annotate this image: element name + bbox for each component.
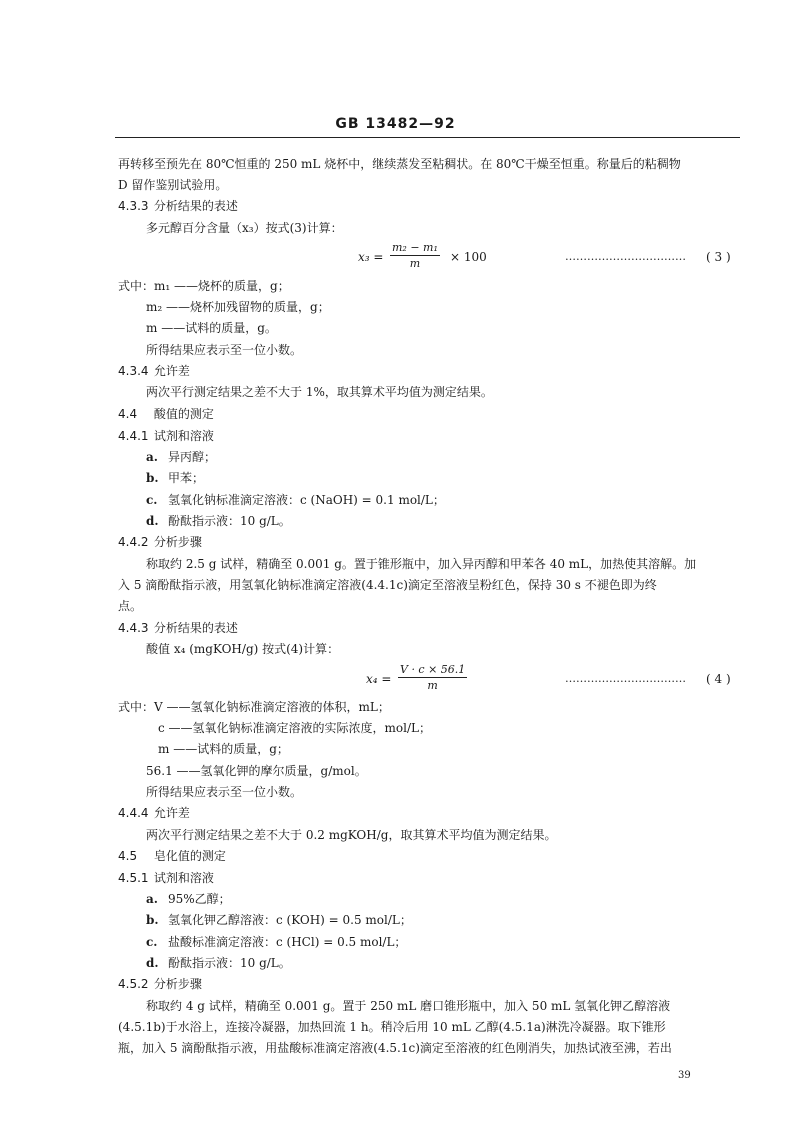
list-label: a.: [146, 892, 158, 906]
formula-intro: 酸值 x₄ (mgKOH/g) 按式(4)计算：: [146, 642, 340, 656]
section-number: 4.5: [118, 849, 138, 863]
section-heading-4-3-4: [118, 364, 190, 378]
where-line: [158, 742, 289, 756]
paragraph-line: 称取约 2.5 g 试样，精确至 0.001 g。置于锥形瓶中，加入异丙醇和甲苯各 40 mL，加热使其溶解。加: [146, 557, 697, 571]
list-text: 异丙醇；: [168, 450, 217, 464]
section-number: 4.4.3: [118, 621, 149, 635]
paragraph-line: (4.5.1b)于水浴上，连接冷凝器，加热回流 1 h。稍冷后用 10 mL 乙醇(4.5.1a)淋洗冷凝器。取下锥形: [118, 1020, 666, 1034]
list-text: 盐酸标准滴定溶液：c (HCl) = 0.5 mol/L；: [168, 935, 407, 949]
paragraph-line: 点。: [118, 599, 143, 613]
equation-4-denominator: m: [427, 679, 438, 692]
paragraph-line: 两次平行测定结果之差不大于 1%，取其算术平均值为测定结果。: [146, 385, 493, 399]
list-text: 氢氧化钾乙醇溶液：c (KOH) = 0.5 mol/L；: [168, 913, 412, 927]
list-text: 95%乙醇；: [168, 892, 231, 906]
list-item: [146, 935, 406, 949]
section-heading-4-5-2: [118, 977, 202, 991]
section-title: 试剂和溶液: [153, 429, 214, 443]
list-label: c.: [146, 935, 158, 949]
equation-3-numerator: m₂ − m₁: [392, 241, 438, 254]
list-text: 酚酞指示液：10 g/L。: [168, 514, 291, 528]
where-desc: 氢氧化钠标准滴定溶液的体积，mL；: [190, 700, 390, 714]
list-label: d.: [146, 514, 159, 528]
paragraph-line: D 留作鉴别试验用。: [118, 178, 228, 192]
section-number: 4.4: [118, 407, 138, 421]
list-label: a.: [146, 450, 158, 464]
result-note: 所得结果应表示至一位小数。: [146, 785, 303, 799]
equation-4-numerator: V · c × 56.1: [400, 663, 466, 676]
section-heading-4-5-1: [118, 871, 214, 885]
where-desc: 烧杯加残留物的质量，g；: [190, 300, 330, 314]
where-desc: 氢氧化钠标准滴定溶液的实际浓度，mol/L；: [192, 721, 432, 735]
list-item: [146, 493, 445, 507]
equation-4-number: ( 4 ): [706, 672, 731, 686]
where-line: [146, 764, 367, 778]
page-number: 39: [678, 1070, 691, 1081]
list-label: c.: [146, 493, 158, 507]
list-item: [146, 913, 412, 927]
section-number: 4.3.4: [118, 364, 149, 378]
section-heading-4-3-3: [118, 199, 238, 213]
equation-4-leader: ……………………………: [565, 672, 686, 685]
where-symbol: 式中：V ——: [118, 700, 191, 714]
section-title: 分析步骤: [153, 535, 202, 549]
equation-3-lhs: x₃ =: [358, 250, 384, 264]
paragraph-line: 入 5 滴酚酞指示液，用氢氧化钠标准滴定溶液(4.4.1c)滴定至溶液呈粉红色，保持 30 s 不褪色即为终: [118, 578, 657, 592]
equation-3-denominator: m: [409, 257, 421, 270]
list-text: 氢氧化钠标准滴定溶液：c (NaOH) = 0.1 mol/L；: [168, 493, 445, 507]
section-number: 4.5.1: [118, 871, 149, 885]
list-label: d.: [146, 956, 159, 970]
equation-4-fraction: [398, 663, 467, 692]
list-item: [146, 471, 204, 485]
section-heading-4-4-2: [118, 535, 202, 549]
equation-3-rhs: × 100: [450, 250, 487, 264]
where-symbol: 56.1 ——: [146, 764, 201, 778]
where-symbol: c ——: [158, 721, 193, 735]
result-note: 所得结果应表示至一位小数。: [146, 343, 303, 357]
section-number: 4.4.2: [118, 535, 149, 549]
list-label: b.: [146, 471, 159, 485]
list-text: 甲苯；: [168, 471, 205, 485]
where-line: [118, 279, 290, 293]
section-number: 4.4.4: [118, 806, 149, 820]
where-line: [158, 721, 431, 735]
where-desc: 试料的质量，g。: [185, 321, 277, 335]
section-title: 允许差: [153, 364, 190, 378]
section-heading-4-4-3: [118, 621, 238, 635]
section-heading-4-4-1: [118, 429, 214, 443]
list-item: [146, 450, 216, 464]
where-symbol: 式中：m₁ ——: [118, 279, 199, 293]
paragraph-line: 称取约 4 g 试样，精确至 0.001 g。置于 250 mL 磨口锥形瓶中，加入 50 mL 氢氧化钾乙醇溶液: [146, 999, 671, 1013]
equation-3-fraction: [390, 241, 440, 270]
section-number: 4.4.1: [118, 429, 149, 443]
section-title: 分析结果的表述: [153, 621, 238, 635]
list-item: [146, 514, 291, 528]
where-desc: 烧杯的质量，g；: [198, 279, 290, 293]
section-title: 分析结果的表述: [153, 199, 238, 213]
equation-4-lhs: x₄ =: [366, 672, 392, 686]
section-title: 允许差: [153, 806, 190, 820]
paragraph-line: 两次平行测定结果之差不大于 0.2 mgKOH/g，取其算术平均值为测定结果。: [146, 828, 557, 842]
paragraph-line: 再转移至预先在 80℃恒重的 250 mL 烧杯中，继续蒸发至粘稠状。在 80℃干燥至恒重。称量后的粘稠物: [118, 157, 681, 171]
document-header: GB 13482—92: [335, 116, 456, 132]
section-heading-4-5: [118, 849, 226, 863]
equation-3-number: ( 3 ): [706, 250, 731, 264]
where-line: [146, 321, 277, 335]
list-item: [146, 956, 291, 970]
where-desc: 氢氧化钾的摩尔质量，g/mol。: [200, 764, 367, 778]
equation-3-leader: ……………………………: [565, 250, 686, 263]
list-text: 酚酞指示液：10 g/L。: [168, 956, 291, 970]
where-line: [118, 700, 390, 714]
section-heading-4-4: [118, 407, 214, 421]
section-number: 4.3.3: [118, 199, 149, 213]
where-symbol: m ——: [146, 321, 186, 335]
where-desc: 试料的质量，g；: [197, 742, 289, 756]
where-line: [146, 300, 330, 314]
list-item: [146, 892, 231, 906]
where-symbol: m₂ ——: [146, 300, 191, 314]
where-symbol: m ——: [158, 742, 198, 756]
list-label: b.: [146, 913, 159, 927]
section-title: 试剂和溶液: [153, 871, 214, 885]
section-title: 分析步骤: [153, 977, 202, 991]
formula-intro: 多元醇百分含量（x₃）按式(3)计算：: [146, 221, 343, 235]
section-title: 皂化值的测定: [153, 849, 226, 863]
header-rule: [115, 137, 740, 138]
paragraph-line: 瓶，加入 5 滴酚酞指示液，用盐酸标准滴定溶液(4.5.1c)滴定至溶液的红色刚消失，加热试液至沸，若出: [118, 1041, 672, 1055]
section-title: 酸值的测定: [153, 407, 214, 421]
section-number: 4.5.2: [118, 977, 149, 991]
section-heading-4-4-4: [118, 806, 190, 820]
